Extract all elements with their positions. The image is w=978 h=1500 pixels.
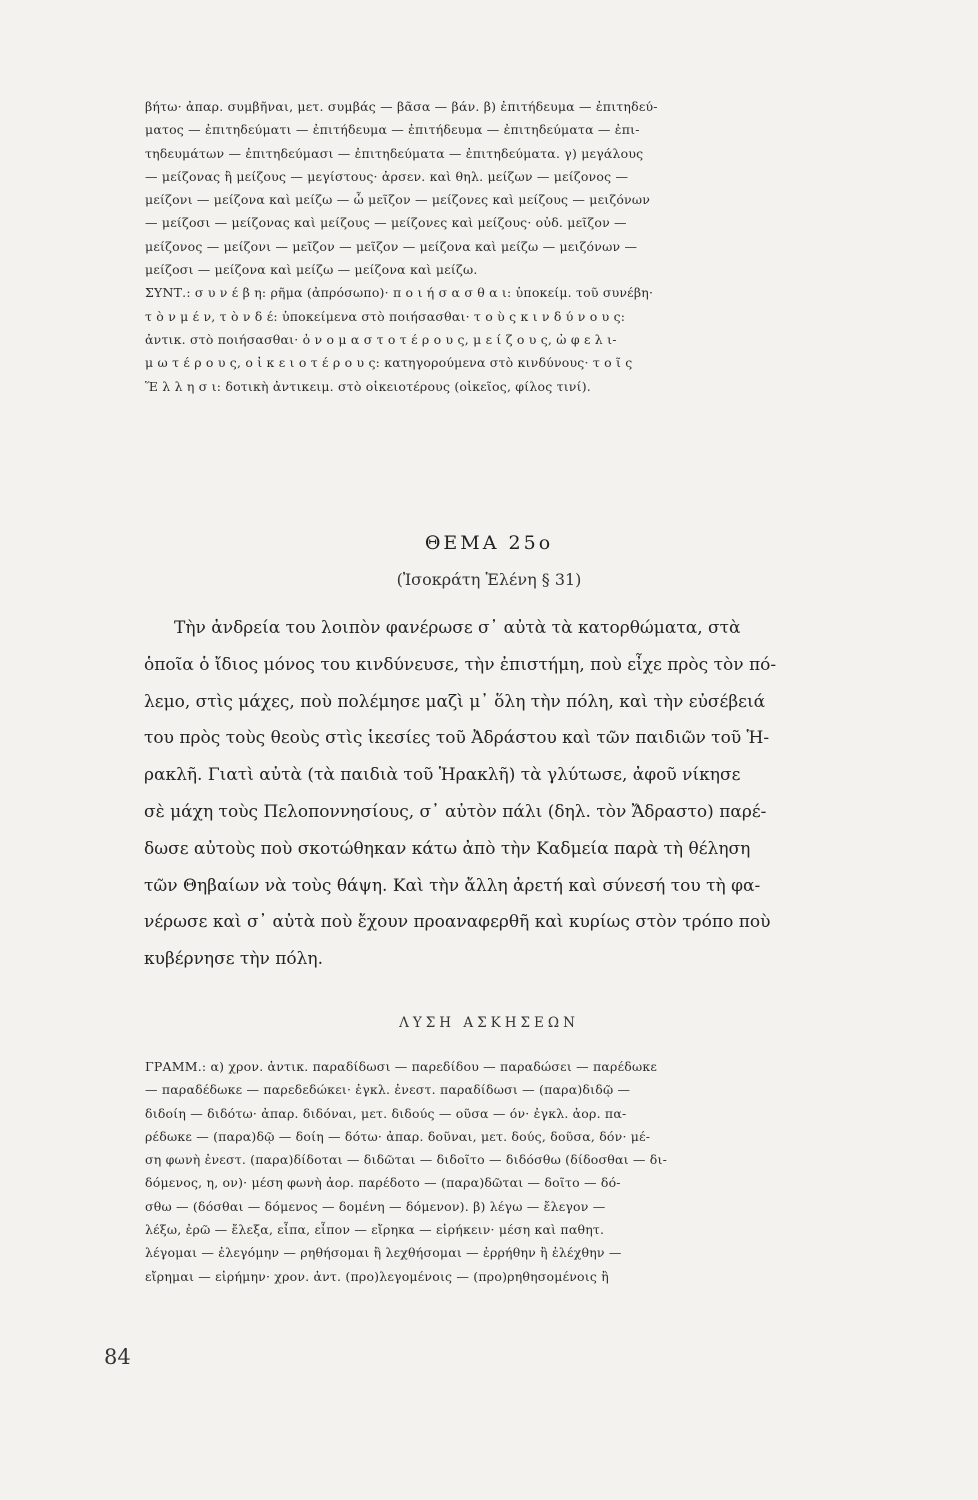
translation-line: δωσε αὐτοὺς ποὺ σκοτώθηκαν κάτω ἀπὸ τὴν Καδμεία παρὰ τὴ θέληση — [144, 838, 751, 859]
note-line: — μείζοσι — μείζονας καὶ μείζους — μείζονες καὶ μείζους· οὐδ. μεῖζον — — [145, 215, 627, 231]
note-line: — μείζονας ἢ μείζους — μεγίστους· ἀρσεν. καὶ θηλ. μείζων — μείζονος — — [145, 168, 629, 184]
grammar-line: ση φωνὴ ἐνεστ. (παρα)δίδοται — διδῶται — διδοῖτο — διδόσθω (δίδοσθαι — δι- — [145, 1152, 668, 1168]
grammar-line: δόμενος, η, ον)· μέση φωνὴ ἀορ. παρέδοτο — (παρα)δῶται — δοῖτο — δό- — [145, 1175, 621, 1191]
grammar-line: — παραδέδωκε — παρεδεδώκει· ἐγκλ. ἐνεστ. παραδίδωσι — (παρα)διδῷ — — [145, 1082, 631, 1098]
grammar-line: ρέδωκε — (παρα)δῷ — δοίη — δότω· ἀπαρ. δοῦναι, μετ. δούς, δοῦσα, δόν· μέ- — [145, 1128, 651, 1144]
page-number: 84 — [104, 1345, 131, 1369]
note-line: ματος — ἐπιτηδεύματι — ἐπιτήδευμα — ἐπιτήδευμα — ἐπιτηδεύματα — ἐπι- — [145, 122, 640, 138]
translation-line: τῶν Θηβαίων νὰ τοὺς θάψη. Καὶ τὴν ἄλλη ἀρετή καὶ σύνεσή του τὴ φα- — [144, 875, 761, 896]
syntax-line: ΣΥΝΤ.: σ υ ν έ β η: ρῆμα (ἀπρόσωπο)· π ο ι ή σ α σ θ α ι: ὑποκείμ. τοῦ συνέβη· — [145, 285, 654, 301]
grammar-line: λέξω, ἐρῶ — ἔλεξα, εἶπα, εἶπον — εἴρηκα — εἰρήκειν· μέση καὶ παθητ. — [145, 1222, 605, 1238]
note-line: μείζονος — μείζονι — μεῖζον — μεῖζον — μείζονα καὶ μείζω — μειζόνων — — [145, 238, 638, 254]
translation-line: σὲ μάχη τοὺς Πελοποννησίους, σ᾽ αὐτὸν πάλι (δηλ. τὸν Ἄδραστο) παρέ- — [144, 801, 767, 822]
theme-source: (Ἰσοκράτη Ἑλένη § 31) — [396, 570, 582, 589]
translation-line: ρακλῆ. Γιατὶ αὐτὰ (τὰ παιδιὰ τοῦ Ἡρακλῆ) τὰ γλύτωσε, ἀφοῦ νίκησε — [144, 765, 741, 786]
note-line: μείζοσι — μείζονα καὶ μείζω — μείζονα καὶ μείζω. — [145, 262, 478, 278]
note-line: τηδευμάτων — ἐπιτηδεύμασι — ἐπιτηδεύματα — ἐπιτηδεύματα. γ) μεγάλους — [145, 145, 644, 161]
note-line: βήτω· ἀπαρ. συμβῆναι, μετ. συμβάς — βᾶσα — βάν. β) ἐπιτήδευμα — ἐπιτηδεύ- — [145, 99, 658, 114]
syntax-line: τ ὸ ν μ έ ν, τ ὸ ν δ έ: ὑποκείμενα στὸ ποιήσασθαι· τ ο ὺ ς κ ι ν δ ύ ν ο υ ς: — [145, 308, 626, 324]
translation-text — [144, 610, 896, 978]
grammar-notes — [145, 1055, 895, 1288]
top-notes — [145, 95, 895, 398]
translation-line: νέρωσε καὶ σ᾽ αὐτὰ ποὺ ἔχουν προαναφερθῆ καὶ κυρίως στὸν τρόπο ποὺ — [144, 912, 771, 933]
grammar-line: ΓΡΑΜΜ.: α) χρον. ἀντικ. παραδίδωσι — παρεδίδου — παραδώσει — παρέδωκε — [145, 1059, 658, 1074]
translation-line: λεμο, στὶς μάχες, ποὺ πολέμησε μαζὶ μ᾽ ὅλη τὴν πόλη, καὶ τὴν εὐσέβειά — [144, 691, 766, 712]
grammar-line: λέγομαι — ἐλεγόμην — ρηθήσομαι ἢ λεχθήσομαι — ἐρρήθην ἢ ἐλέχθην — — [145, 1245, 622, 1261]
grammar-line: σθω — (δόσθαι — δόμενος — δομένη — δόμενον). β) λέγω — ἔλεγον — — [145, 1198, 606, 1214]
translation-line: του πρὸς τοὺς θεοὺς στὶς ἱκεσίες τοῦ Ἀδράστου καὶ τῶν παιδιῶν τοῦ Ἡ- — [144, 728, 770, 749]
note-line: μείζονι — μείζονα καὶ μείζω — ὦ μεῖζον — μείζονες καὶ μείζους — μειζόνων — [145, 192, 651, 208]
grammar-line: διδοίη — διδότω· ἀπαρ. διδόναι, μετ. διδούς — οῦσα — όν· ἐγκλ. ἀορ. πα- — [145, 1105, 627, 1121]
translation-line: ὁποῖα ὁ ἴδιος μόνος του κινδύνευσε, τὴν ἐπιστήμη, ποὺ εἶχε πρὸς τὸν πό- — [144, 654, 777, 675]
grammar-line: εἴρημαι — εἰρήμην· χρον. ἀντ. (προ)λεγομένοις — (προ)ρηθησομένοις ἢ — [145, 1268, 609, 1284]
solution-heading: ΛΥΣΗ ΑΣΚΗΣΕΩΝ — [399, 1015, 579, 1031]
syntax-line: μ ω τ έ ρ ο υ ς, ο ἰ κ ε ι ο τ έ ρ ο υ ς: κατηγορούμενα στὸ κινδύνους· τ ο ῖ ς — [145, 355, 633, 371]
translation-line: Τὴν ἀνδρεία του λοιπὸν φανέρωσε σ᾽ αὐτὰ τὰ κατορθώματα, στὰ — [174, 618, 741, 638]
syntax-line: ἀντικ. στὸ ποιήσασθαι· ὀ ν ο μ α σ τ ο τ έ ρ ο υ ς, μ ε ί ζ ο υ ς, ὠ φ ε λ ι- — [145, 331, 617, 347]
theme-title: ΘΕΜΑ 25ο — [424, 532, 554, 554]
translation-line: κυβέρνησε τὴν πόλη. — [144, 949, 324, 970]
syntax-line: Ἕ λ λ η σ ι: δοτικὴ ἀντικειμ. στὸ οἰκειοτέρους (οἰκεῖος, φίλος τινί). — [145, 378, 591, 394]
